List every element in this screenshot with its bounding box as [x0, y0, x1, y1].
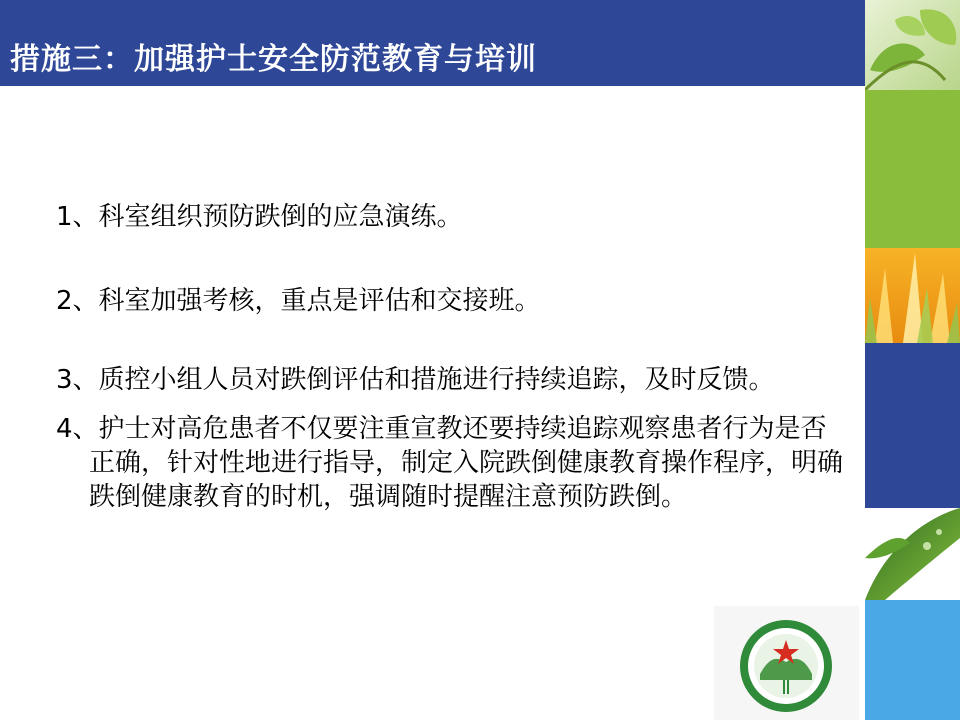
blue-block	[865, 343, 960, 508]
title-bar	[0, 0, 865, 86]
sky-blue-block	[865, 600, 960, 720]
list-item: 4、护士对高危患者不仅要注重宣教还要持续追踪观察患者行为是否正确，针对性地进行指导，制定入院跌倒健康教育操作程序，明确跌倒健康教育的时机，强调随时提醒注意预防跌倒。	[56, 414, 844, 512]
decorative-side-strip	[865, 0, 960, 720]
green-block	[865, 90, 960, 248]
slide-title: 措施三：加强护士安全防范教育与培训	[10, 42, 537, 77]
hospital-logo-area	[714, 606, 859, 720]
list-item: 3、质控小组人员对跌倒评估和措施进行持续追踪，及时反馈。	[56, 365, 775, 395]
leaf-image-bottom	[865, 508, 960, 600]
grass-image	[865, 248, 960, 343]
leaf-image-top	[865, 0, 960, 90]
hospital-seal-icon	[714, 606, 859, 720]
list-item: 2、科室加强考核，重点是评估和交接班。	[56, 286, 541, 316]
list-item: 1、科室组织预防跌倒的应急演练。	[56, 202, 463, 232]
slide-content	[56, 200, 846, 514]
